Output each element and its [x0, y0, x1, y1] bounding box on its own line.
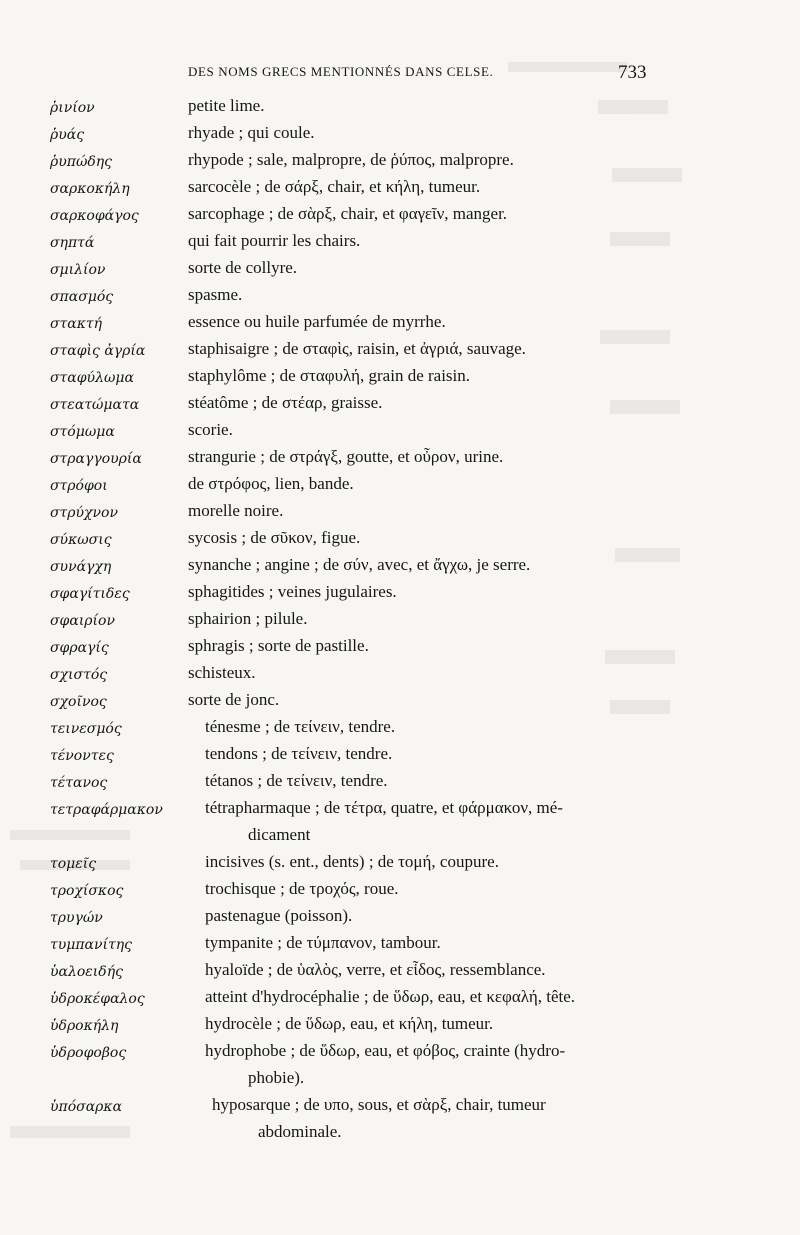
page-header [0, 62, 800, 88]
greek-term: τροχίσκος [50, 883, 124, 899]
glossary-entry [0, 146, 800, 173]
french-definition: pastenague (poisson). [205, 906, 353, 925]
greek-term: σύκωσις [50, 532, 112, 548]
greek-term: στραγγουρία [50, 451, 142, 467]
greek-term: σφραγίς [50, 640, 109, 656]
greek-term: στεατώματα [50, 397, 140, 413]
definition-continuation: abdominale. [258, 1122, 342, 1141]
glossary-entry [0, 659, 800, 686]
french-definition: schisteux. [188, 663, 256, 682]
glossary-entry [0, 200, 800, 227]
greek-term: σταφὶς ἀγρία [50, 343, 146, 359]
greek-term: στόμωμα [50, 424, 115, 440]
glossary-entry [0, 767, 800, 794]
greek-term: ὑδροκήλη [50, 1018, 119, 1034]
greek-term: τένοντες [50, 748, 114, 764]
french-definition: synanche ; angine ; de σύν, avec, et ἄγχω, je serre. [188, 555, 531, 574]
glossary-entry [0, 875, 800, 902]
greek-term: ῥινίον [50, 100, 95, 116]
glossary-entry [0, 173, 800, 200]
greek-term: σμιλίον [50, 262, 106, 278]
glossary-entry [0, 1010, 800, 1037]
french-definition: tendons ; de τείνειν, tendre. [205, 744, 393, 763]
french-definition: spasme. [188, 285, 243, 304]
french-definition: sycosis ; de σῦκον, figue. [188, 528, 361, 547]
greek-term: ῥυπώδης [50, 154, 113, 170]
glossary-entry [0, 848, 800, 875]
french-definition: morelle noire. [188, 501, 284, 520]
running-title: DES NOMS GRECS MENTIONNÉS DANS CELSE. [188, 64, 494, 79]
greek-term: σχιστός [50, 667, 108, 683]
greek-term: σαρκοφάγος [50, 208, 139, 224]
french-definition: sarcophage ; de σὰρξ, chair, et φαγεῖν, manger. [188, 204, 508, 223]
glossary-entry [0, 335, 800, 362]
french-definition: staphisaigre ; de σταφὶς, raisin, et ἀγριά, sauvage. [188, 339, 526, 358]
greek-term: σαρκοκήλη [50, 181, 130, 197]
glossary-entry [0, 308, 800, 335]
french-definition: scorie. [188, 420, 233, 439]
french-definition: atteint d'hydrocéphalie ; de ὕδωρ, eau, et κεφαλή, tête. [205, 987, 576, 1006]
french-definition: tympanite ; de τύμπανον, tambour. [205, 933, 441, 952]
greek-term: τετραφάρμακον [50, 802, 163, 818]
french-definition: petite lime. [188, 96, 265, 115]
french-definition: strangurie ; de στράγξ, goutte, et οὖρον, urine. [188, 447, 504, 466]
glossary-entry [0, 632, 800, 659]
glossary-entry [0, 119, 800, 146]
glossary-entry [0, 227, 800, 254]
glossary-entry [0, 605, 800, 632]
greek-term: ὑαλοειδής [50, 964, 123, 980]
greek-term: σπασμός [50, 289, 114, 305]
french-definition: hydrophobe ; de ὕδωρ, eau, et φόβος, crainte (hydro- [205, 1041, 566, 1060]
glossary-entry [0, 956, 800, 983]
french-definition: sorte de jonc. [188, 690, 280, 709]
greek-term: σφαγίτιδες [50, 586, 130, 602]
greek-term: ῥυάς [50, 127, 85, 143]
french-definition: essence ou huile parfumée de myrrhe. [188, 312, 446, 331]
glossary-list [0, 92, 800, 1145]
glossary-entry [0, 92, 800, 119]
greek-term: τεινεσμός [50, 721, 122, 737]
greek-term: συνάγχη [50, 559, 112, 575]
french-definition: hydrocèle ; de ὕδωρ, eau, et κήλη, tumeur. [205, 1014, 494, 1033]
greek-term: σχοῖνος [50, 694, 107, 710]
glossary-entry [0, 281, 800, 308]
glossary-entry [0, 794, 800, 848]
french-definition: sarcocèle ; de σάρξ, chair, et κήλη, tumeur. [188, 177, 481, 196]
glossary-entry [0, 902, 800, 929]
french-definition: ténesme ; de τείνειν, tendre. [205, 717, 396, 736]
definition-continuation: phobie). [248, 1068, 305, 1087]
french-definition: hyaloïde ; de ὑαλὸς, verre, et εἶδος, ressemblance. [205, 960, 546, 979]
french-definition: incisives (s. ent., dents) ; de τομή, coupure. [205, 852, 499, 871]
glossary-entry [0, 416, 800, 443]
greek-term: ὑπόσαρκα [50, 1099, 123, 1115]
french-definition: sorte de collyre. [188, 258, 298, 277]
greek-term: σφαιρίον [50, 613, 115, 629]
glossary-entry [0, 929, 800, 956]
greek-term: ὑδροκέφαλος [50, 991, 145, 1007]
greek-term: τυμπανίτης [50, 937, 132, 953]
glossary-entry [0, 254, 800, 281]
glossary-entry [0, 713, 800, 740]
french-definition: trochisque ; de τροχός, roue. [205, 879, 399, 898]
glossary-entry [0, 686, 800, 713]
glossary-entry [0, 470, 800, 497]
french-definition: hyposarque ; de υπο, sous, et σὰρξ, chair, tumeur [212, 1095, 546, 1114]
french-definition: tétrapharmaque ; de τέτρα, quatre, et φάρμακον, mé- [205, 798, 563, 817]
french-definition: staphylôme ; de σταφυλή, grain de raisin. [188, 366, 471, 385]
glossary-entry [0, 443, 800, 470]
glossary-entry [0, 740, 800, 767]
page-number: 733 [618, 62, 647, 83]
glossary-entry [0, 362, 800, 389]
glossary-entry [0, 551, 800, 578]
french-definition: sphagitides ; veines jugulaires. [188, 582, 397, 601]
greek-term: ὑδροφοβος [50, 1045, 127, 1061]
french-definition: sphragis ; sorte de pastille. [188, 636, 369, 655]
greek-term: στρόφοι [50, 478, 108, 494]
glossary-entry [0, 983, 800, 1010]
french-definition: qui fait pourrir les chairs. [188, 231, 361, 250]
french-definition: de στρόφος, lien, bande. [188, 474, 354, 493]
greek-term: τρυγών [50, 910, 103, 926]
french-definition: tétanos ; de τείνειν, tendre. [205, 771, 388, 790]
greek-term: σταφύλωμα [50, 370, 134, 386]
glossary-entry [0, 1037, 800, 1091]
glossary-entry [0, 524, 800, 551]
french-definition: stéatôme ; de στέαρ, graisse. [188, 393, 383, 412]
greek-term: τομεῖς [50, 856, 97, 872]
glossary-entry [0, 578, 800, 605]
french-definition: rhyade ; qui coule. [188, 123, 315, 142]
french-definition: sphairion ; pilule. [188, 609, 308, 628]
glossary-entry [0, 497, 800, 524]
glossary-entry [0, 1091, 800, 1145]
greek-term: στακτή [50, 316, 103, 332]
greek-term: σηπτά [50, 235, 95, 251]
glossary-entry [0, 389, 800, 416]
greek-term: τέτανος [50, 775, 108, 791]
french-definition: rhypode ; sale, malpropre, de ῥύπος, malpropre. [188, 150, 514, 169]
definition-continuation: dicament [248, 825, 311, 844]
greek-term: στρύχνον [50, 505, 118, 521]
